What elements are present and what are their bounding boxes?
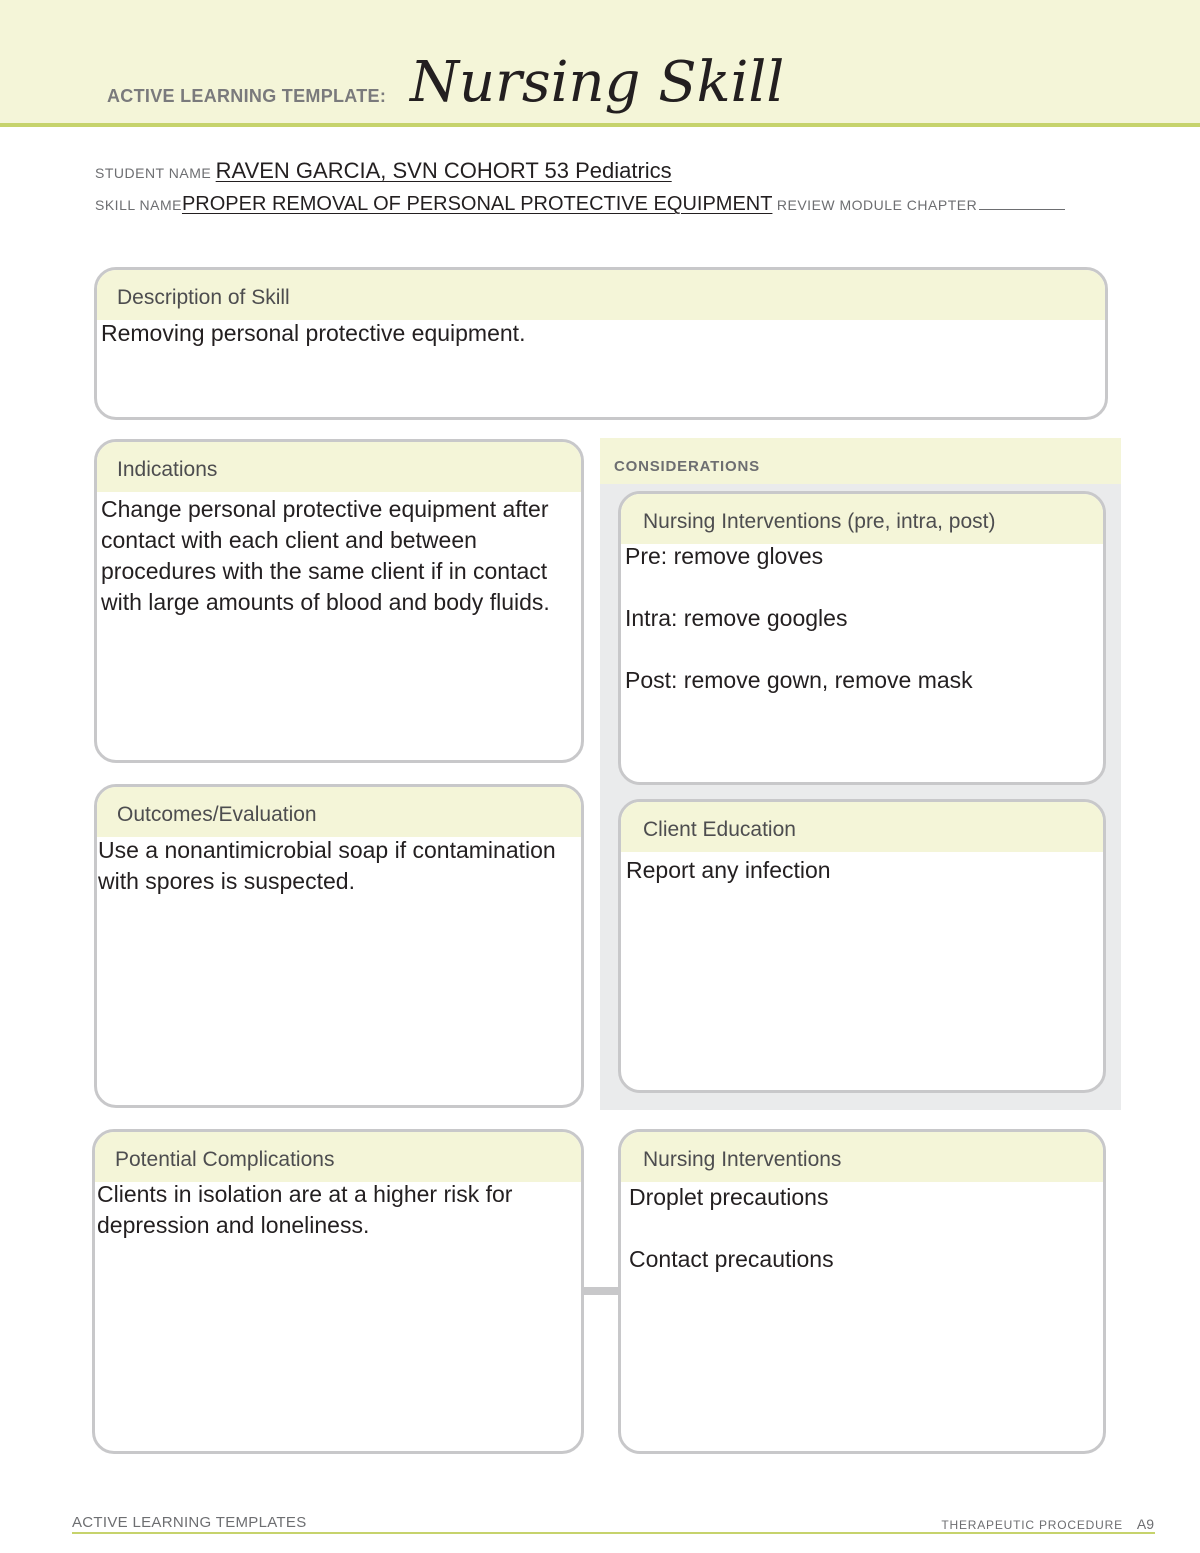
skill-name-label: SKILL NAME: [95, 197, 182, 213]
template-label: ACTIVE LEARNING TEMPLATE:: [107, 86, 387, 106]
potential-complications-text[interactable]: Clients in isolation are at a higher risk for depression and loneliness.: [97, 1181, 513, 1238]
nursing-interventions-pip-text[interactable]: Pre: remove gloves Intra: remove googles Post: remove gown, remove mask: [625, 543, 973, 693]
potential-complications-box: [92, 1129, 584, 1454]
review-module-field[interactable]: [979, 195, 1065, 210]
skill-name-field[interactable]: PROPER REMOVAL OF PERSONAL PROTECTIVE EQUIPMENT: [181, 193, 773, 215]
page-number: A9: [1136, 1516, 1154, 1532]
description-text[interactable]: Removing personal protective equipment.: [101, 320, 526, 346]
nursing-interventions-pip-box: [618, 491, 1106, 785]
indications-heading: Indications: [97, 442, 581, 492]
footer-rule: [72, 1532, 1155, 1534]
page-title: Nursing Skill: [410, 50, 785, 115]
review-module-label: REVIEW MODULE CHAPTER: [776, 197, 978, 213]
footer-left: ACTIVE LEARNING TEMPLATES: [72, 1514, 307, 1531]
footer-right: [941, 1516, 1154, 1532]
outcomes-box: [94, 784, 584, 1108]
nursing-interventions-heading: Nursing Interventions: [621, 1132, 1103, 1182]
potential-complications-heading: Potential Complications: [95, 1132, 581, 1182]
indications-box: [94, 439, 584, 763]
skill-name-row: [95, 193, 1065, 216]
nursing-interventions-box: [618, 1129, 1106, 1454]
nursing-interventions-text[interactable]: Droplet precautions Contact precautions: [629, 1184, 834, 1272]
header-rule: [0, 123, 1200, 127]
student-name-label: STUDENT NAME: [95, 165, 212, 181]
considerations-label: CONSIDERATIONS: [614, 458, 760, 475]
client-education-heading: Client Education: [621, 802, 1103, 852]
description-box: [94, 267, 1108, 420]
outcomes-heading: Outcomes/Evaluation: [97, 787, 581, 837]
student-name-row: [95, 158, 672, 184]
student-name-field[interactable]: RAVEN GARCIA, SVN COHORT 53 Pediatrics: [215, 158, 672, 183]
connector-bar: [583, 1287, 620, 1295]
client-education-text[interactable]: Report any infection: [626, 857, 831, 883]
client-education-box: [618, 799, 1106, 1093]
description-heading: Description of Skill: [97, 270, 1105, 320]
outcomes-text[interactable]: Use a nonantimicrobial soap if contamination with spores is suspected.: [98, 837, 556, 894]
footer-section: THERAPEUTIC PROCEDURE: [941, 1518, 1123, 1532]
nursing-interventions-pip-heading: Nursing Interventions (pre, intra, post): [621, 494, 1103, 544]
indications-text[interactable]: Change personal protective equipment after contact with each client and between procedures with the same client if in contact with large amounts of blood and body fluids.: [101, 496, 550, 615]
